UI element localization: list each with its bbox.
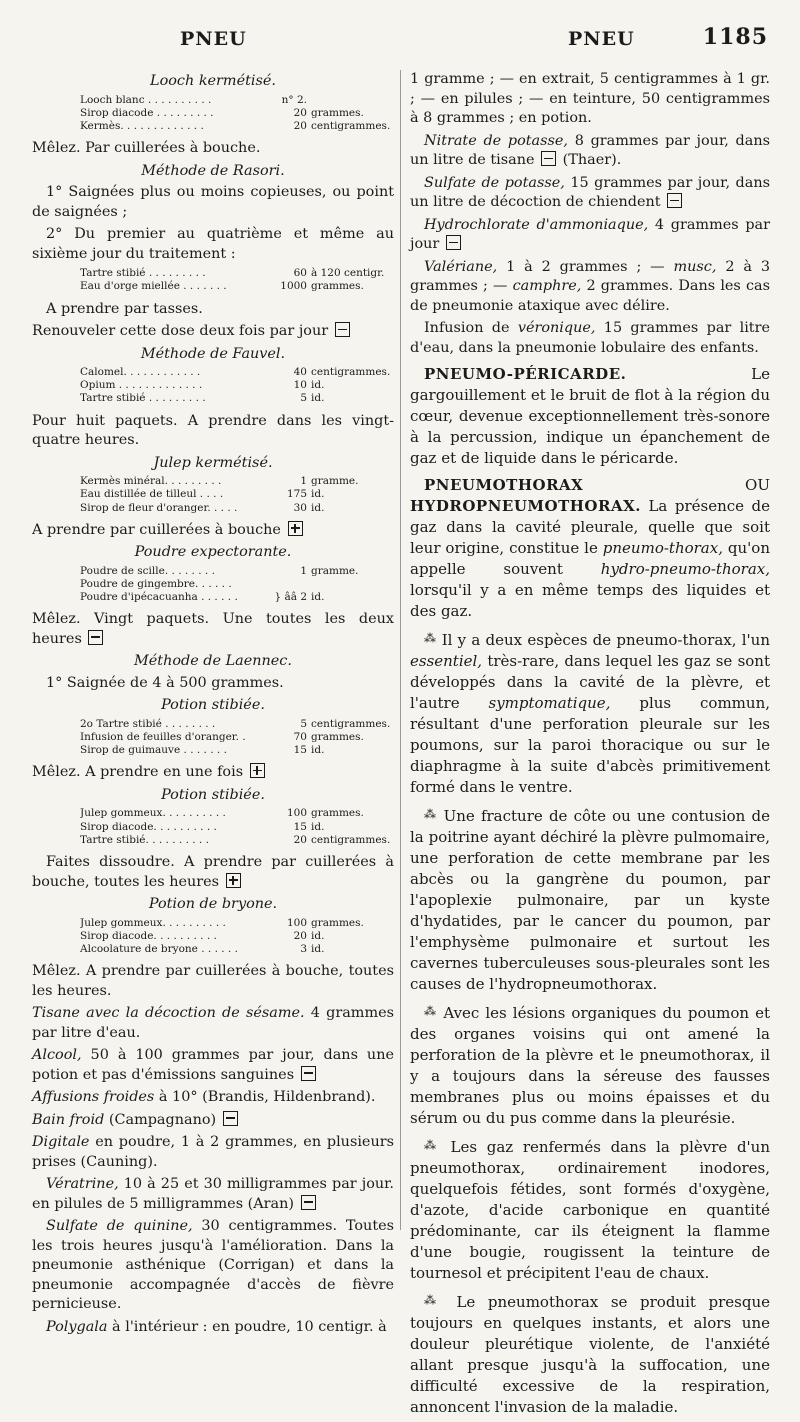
- asterism-icon: ⁂: [424, 631, 437, 645]
- paragraph: Sulfate de quinine, 30 centigrammes. Toutes les trois heures jusqu'à l'amélioration. Dans la pneumonie asthénique (Corrigan) et dans la pneumonie accompagnée d'accès de fièvre pernicieuse.: [32, 1218, 394, 1313]
- prescription-row: [80, 744, 394, 757]
- ingredient-name: Eau distillée de tilleul . . . .: [80, 488, 224, 501]
- ingredient-qty: 70: [293, 731, 307, 744]
- ingredient-qty: [265, 578, 311, 591]
- minus-box-icon: [541, 151, 556, 166]
- ingredient-qty: 20: [293, 833, 307, 846]
- plus-box-icon: [250, 763, 265, 778]
- paragraph: 1° Saignée de 4 à 500 grammes.: [46, 674, 284, 691]
- ingredient-unit: grammes.: [311, 916, 364, 929]
- paragraph: A prendre par cuillerées à bouche: [32, 521, 394, 541]
- ingredient-name: Eau d'orge miellée . . . . . . .: [80, 280, 227, 293]
- ingredient-qty: 100: [286, 916, 307, 929]
- paragraph: A prendre par tasses.: [46, 300, 203, 317]
- formula-title: Looch kermétisé.: [150, 73, 276, 89]
- ingredient-qty: 30: [293, 501, 307, 514]
- minus-box-icon: [223, 1111, 238, 1126]
- paragraph: 2° Du premier au quatrième et même au sixième jour du traitement :: [32, 226, 394, 262]
- prescription: [80, 366, 394, 406]
- ingredient-qty: 40: [293, 366, 307, 379]
- ingredient-unit: centigrammes.: [311, 119, 391, 132]
- ingredient-qty: 3: [300, 942, 307, 955]
- left-column: [32, 70, 394, 1340]
- formula-title: Potion stibiée.: [161, 786, 265, 803]
- ingredient-name: Tartre stibié. . . . . . . . . .: [80, 833, 209, 846]
- formula-title: Julep kermétisé.: [153, 454, 273, 471]
- paragraph: Tisane avec la décoction de sésame. 4 grammes par litre d'eau.: [32, 1005, 394, 1041]
- paragraph: Hydrochlorate d'ammoniaque, 4 grammes par jour: [410, 216, 770, 252]
- prescription-row: [80, 943, 394, 956]
- prescription-row: [80, 488, 394, 501]
- ingredient-unit: id.: [311, 379, 325, 392]
- ingredient-name: Poudre de gingembre. . . . . .: [80, 577, 232, 590]
- ingredient-qty: 15: [293, 820, 307, 833]
- paragraph: Mêlez. Vingt paquets. Une toutes les deux heures: [32, 611, 394, 647]
- formula-title: Potion stibiée.: [161, 697, 265, 714]
- minus-box-icon: [301, 1195, 316, 1210]
- plus-box-icon: [288, 521, 303, 536]
- prescription-row: [80, 718, 394, 731]
- method-title: Méthode de Rasori.: [141, 162, 285, 179]
- formula-title: Potion de bryone.: [148, 896, 278, 913]
- prescription: [80, 917, 394, 957]
- asterism-icon: ⁂: [424, 1138, 441, 1152]
- prescription-row: [80, 565, 394, 578]
- ingredient-name: Julep gommeux. . . . . . . . . .: [80, 916, 226, 929]
- ingredient-unit: [311, 94, 394, 107]
- entry-pneumothorax: PNEUMOTHORAX OU HYDROPNEUMOTHORAX. La présence de gaz dans la cavité pleurale, quelle que soit leur origine, constitue le pneumo-thorax, qu'on appelle souvent hydro-pneumo-thorax, lorsqu'il y a en même temps des liquides et des gaz.: [410, 476, 770, 620]
- ingredient-name: Tartre stibié . . . . . . . . .: [80, 267, 206, 280]
- formula-title: Poudre expectorante.: [134, 544, 292, 561]
- prescription-row: [80, 475, 394, 488]
- prescription-row: [80, 578, 394, 591]
- prescription: [80, 94, 394, 134]
- ingredient-unit: id.: [311, 591, 325, 604]
- ingredient-qty: 10: [293, 379, 307, 392]
- prescription-row: [80, 94, 394, 107]
- minus-box-icon: [667, 193, 682, 208]
- ingredient-name: Sirop de fleur d'oranger. . . . .: [80, 501, 238, 514]
- paragraph: Alcool, 50 à 100 grammes par jour, dans une potion et pas d'émissions sanguines: [32, 1047, 394, 1083]
- paragraph: ⁂ Les gaz renfermés dans la plèvre d'un pneumothorax, ordinairement inodores, quelquefois fétides, sont formés d'oxygène, d'azote, d'acide carbonique en quantité prédominante, car ils éteignent la flamme d'une bougie, rougissent la teinture de tournesol et précipitent l'eau de chaux.: [410, 1138, 770, 1282]
- ingredient-unit: id.: [311, 501, 325, 514]
- prescription-row: [80, 834, 394, 847]
- running-head-left: PNEU: [180, 28, 247, 50]
- ingredient-unit: centigrammes.: [311, 717, 391, 730]
- ingredient-name: Sirop diacode. . . . . . . . . .: [80, 929, 217, 942]
- prescription: [80, 807, 394, 847]
- ingredient-unit: id.: [311, 488, 325, 501]
- prescription: [80, 718, 394, 758]
- ingredient-qty: 100: [286, 807, 307, 820]
- ingredient-qty: 60: [293, 267, 307, 280]
- paragraph: Nitrate de potasse, 8 grammes par jour, dans un litre de tisane (Thaer).: [410, 132, 770, 168]
- prescription-row: [80, 917, 394, 930]
- ingredient-qty: 1000: [280, 280, 307, 293]
- ingredient-qty: n° 2.: [281, 93, 307, 106]
- ingredient-name: Kermès. . . . . . . . . . . . .: [80, 119, 204, 132]
- ingredient-qty: 175: [286, 488, 307, 501]
- ingredient-qty: 1: [300, 475, 307, 488]
- paragraph: Affusions froides à 10° (Brandis, Hildenbrand).: [32, 1089, 376, 1106]
- ingredient-unit: grammes.: [311, 106, 364, 119]
- prescription-row: [80, 392, 394, 405]
- ingredient-name: Tartre stibié . . . . . . . . .: [80, 392, 206, 405]
- page-number: 1185: [702, 24, 768, 50]
- minus-box-icon: [335, 322, 350, 337]
- minus-box-icon: [446, 235, 461, 250]
- prescription-row: [80, 731, 394, 744]
- column-divider: [400, 70, 401, 1230]
- paragraph: ⁂ Il y a deux espèces de pneumo-thorax, l'un essentiel, très-rare, dans lequel les gaz se sont développés dans la cavité de la plèvre, et l'autre symptomatique, plus commun, résultant d'une perforation pleurale sur les poumons, sur la paroi thoracique ou sur le diaphragme à la suite d'abcès primitivement formé dans le ventre.: [410, 631, 770, 796]
- paragraph: Faites dissoudre. A prendre par cuillerées à bouche, toutes les heures: [32, 854, 394, 890]
- method-title: Méthode de Fauvel.: [140, 345, 286, 362]
- entry-heading: PNEUMOTHORAX: [424, 476, 584, 494]
- paragraph: ⁂ Une fracture de côte ou une contusion de la poitrine ayant déchiré la plèvre pulmomaire, une perforation de cette membrane par les abcès ou la gangrène du poumon, par l'apoplexie pulmonaire, par un kyste d'hydatides, par le cancer du poumon, par l'emphysème pulmonaire et surtout les cavernes tuberculeuses sous-pleurales sont les causes de l'hydropneumothorax.: [410, 807, 771, 993]
- ingredient-name: Opium . . . . . . . . . . . . .: [80, 379, 203, 392]
- paragraph: Polygala à l'intérieur : en poudre, 10 centigr. à: [46, 1318, 387, 1335]
- ingredient-name: Poudre d'ipécacuanha . . . . . .: [80, 591, 238, 604]
- ingredient-qty: } ââ 2: [274, 591, 307, 604]
- running-head-right: PNEU: [568, 28, 635, 50]
- ingredient-unit: gramme.: [311, 475, 359, 488]
- ingredient-unit: id.: [311, 744, 325, 757]
- ingredient-qty: 1: [300, 564, 307, 577]
- paragraph: 1 gramme ; — en extrait, 5 centigrammes à 1 gr. ; — en pilules ; — en teinture, 50 centigrammes à 8 grammes ; en potion.: [410, 71, 770, 126]
- paragraph: Mêlez. A prendre par cuillerées à bouche, toutes les heures.: [32, 963, 394, 999]
- prescription-row: [80, 267, 394, 280]
- ingredient-unit: id.: [311, 942, 325, 955]
- asterism-icon: ⁂: [424, 1004, 438, 1018]
- ingredient-qty: 20: [293, 119, 307, 132]
- plus-box-icon: [226, 873, 241, 888]
- minus-box-icon: [88, 630, 103, 645]
- paragraph: Vératrine, 10 à 25 et 30 milligrammes par jour. en pilules de 5 milligrammes (Aran): [32, 1176, 394, 1212]
- paragraph: Mêlez. Par cuillerées à bouche.: [32, 140, 261, 157]
- prescription: [80, 565, 394, 605]
- ingredient-unit: centigrammes.: [311, 833, 391, 846]
- paragraph: Bain froid (Campagnano): [32, 1111, 394, 1131]
- ingredient-name: Kermès minéral. . . . . . . . .: [80, 475, 222, 488]
- paragraph: Infusion de véronique, 15 grammes par litre d'eau, dans la pneumonie lobulaire des enfants.: [410, 320, 770, 356]
- paragraph: Sulfate de potasse, 15 grammes par jour, dans un litre de décoction de chiendent: [410, 174, 770, 210]
- paragraph: Mêlez. A prendre en une fois: [32, 763, 394, 783]
- ingredient-qty: 15: [293, 744, 307, 757]
- paragraph: Digitale en poudre, 1 à 2 grammes, en plusieurs prises (Cauning).: [32, 1134, 394, 1170]
- entry-heading: PNEUMO-PÉRICARDE.: [424, 365, 627, 383]
- ingredient-name: 2o Tartre stibié . . . . . . . .: [80, 717, 216, 730]
- prescription: [80, 475, 394, 515]
- ingredient-unit: grammes.: [311, 807, 364, 820]
- ingredient-name: Sirop de guimauve . . . . . . .: [80, 744, 227, 757]
- ingredient-qty: 5: [300, 717, 307, 730]
- paragraph: ⁂ Le pneumothorax se produit presque toujours en quelques instants, et alors une douleur pleurétique violente, de l'anxiété allant presque jusqu'à la suffocation, une difficulté excessive de la respiration, annoncent l'invasion de la maladie.: [410, 1293, 771, 1416]
- ingredient-name: Looch blanc . . . . . . . . . .: [80, 93, 212, 106]
- prescription-row: [80, 591, 394, 604]
- prescription: [80, 267, 394, 293]
- ingredient-unit: [311, 578, 394, 591]
- prescription-row: [80, 107, 394, 120]
- prescription-row: [80, 120, 394, 133]
- ingredient-name: Calomel. . . . . . . . . . . .: [80, 366, 201, 379]
- method-title: Méthode de Laennec.: [134, 653, 292, 670]
- prescription-row: [80, 366, 394, 379]
- ingredient-name: Infusion de feuilles d'oranger. .: [80, 731, 246, 744]
- prescription-row: [80, 379, 394, 392]
- ingredient-unit: centigrammes.: [311, 366, 391, 379]
- ingredient-name: Poudre de scille. . . . . . . .: [80, 564, 215, 577]
- ingredient-qty: 20: [293, 106, 307, 119]
- minus-box-icon: [301, 1066, 316, 1081]
- ingredient-qty: 20: [293, 929, 307, 942]
- entry-heading: HYDROPNEUMOTHORAX.: [410, 497, 641, 515]
- right-column: [410, 70, 770, 1422]
- asterism-icon: ⁂: [424, 807, 438, 821]
- prescription-row: [80, 807, 394, 820]
- ingredient-name: Alcoolature de bryone . . . . . .: [80, 942, 238, 955]
- ingredient-unit: grammes.: [311, 731, 364, 744]
- paragraph: Valériane, 1 à 2 grammes ; — musc, 2 à 3 grammes ; — camphre, 2 grammes. Dans les cas de pneumonie ataxique avec délire.: [410, 258, 771, 314]
- prescription-row: [80, 821, 394, 834]
- ingredient-unit: gramme.: [311, 564, 359, 577]
- ingredient-unit: id.: [311, 392, 325, 405]
- ingredient-unit: id.: [311, 929, 325, 942]
- paragraph: 1° Saignées plus ou moins copieuses, ou point de saignées ;: [32, 184, 394, 220]
- ingredient-name: Sirop diacode. . . . . . . . . .: [80, 820, 217, 833]
- ingredient-unit: à 120 centigr.: [311, 267, 385, 280]
- paragraph: ⁂ Avec les lésions organiques du poumon et des organes voisins qui ont amené la perforation de la plèvre et le pneumothorax, il y a toujours dans la séreuse des fausses membranes plus ou moins épaisses et du sérum ou du pus comme dans la pleurésie.: [410, 1004, 771, 1127]
- ingredient-qty: 5: [300, 392, 307, 405]
- ingredient-name: Julep gommeux. . . . . . . . . .: [80, 807, 226, 820]
- prescription-row: [80, 930, 394, 943]
- ingredient-unit: id.: [311, 820, 325, 833]
- paragraph: Pour huit paquets. A prendre dans les vingt-quatre heures.: [32, 412, 394, 449]
- asterism-icon: ⁂: [424, 1293, 444, 1307]
- ingredient-unit: grammes.: [311, 280, 364, 293]
- prescription-row: [80, 502, 394, 515]
- prescription-row: [80, 280, 394, 293]
- ingredient-name: Sirop diacode . . . . . . . . .: [80, 106, 214, 119]
- entry-pneumo-pericarde: PNEUMO-PÉRICARDE. Le gargouillement et le bruit de flot à la région du cœur, devenue exceptionnellement très-sonore à la percussion, indique un épanchement de gaz et de liquide dans le péricarde.: [410, 365, 770, 467]
- paragraph: Renouveler cette dose deux fois par jour: [32, 322, 394, 342]
